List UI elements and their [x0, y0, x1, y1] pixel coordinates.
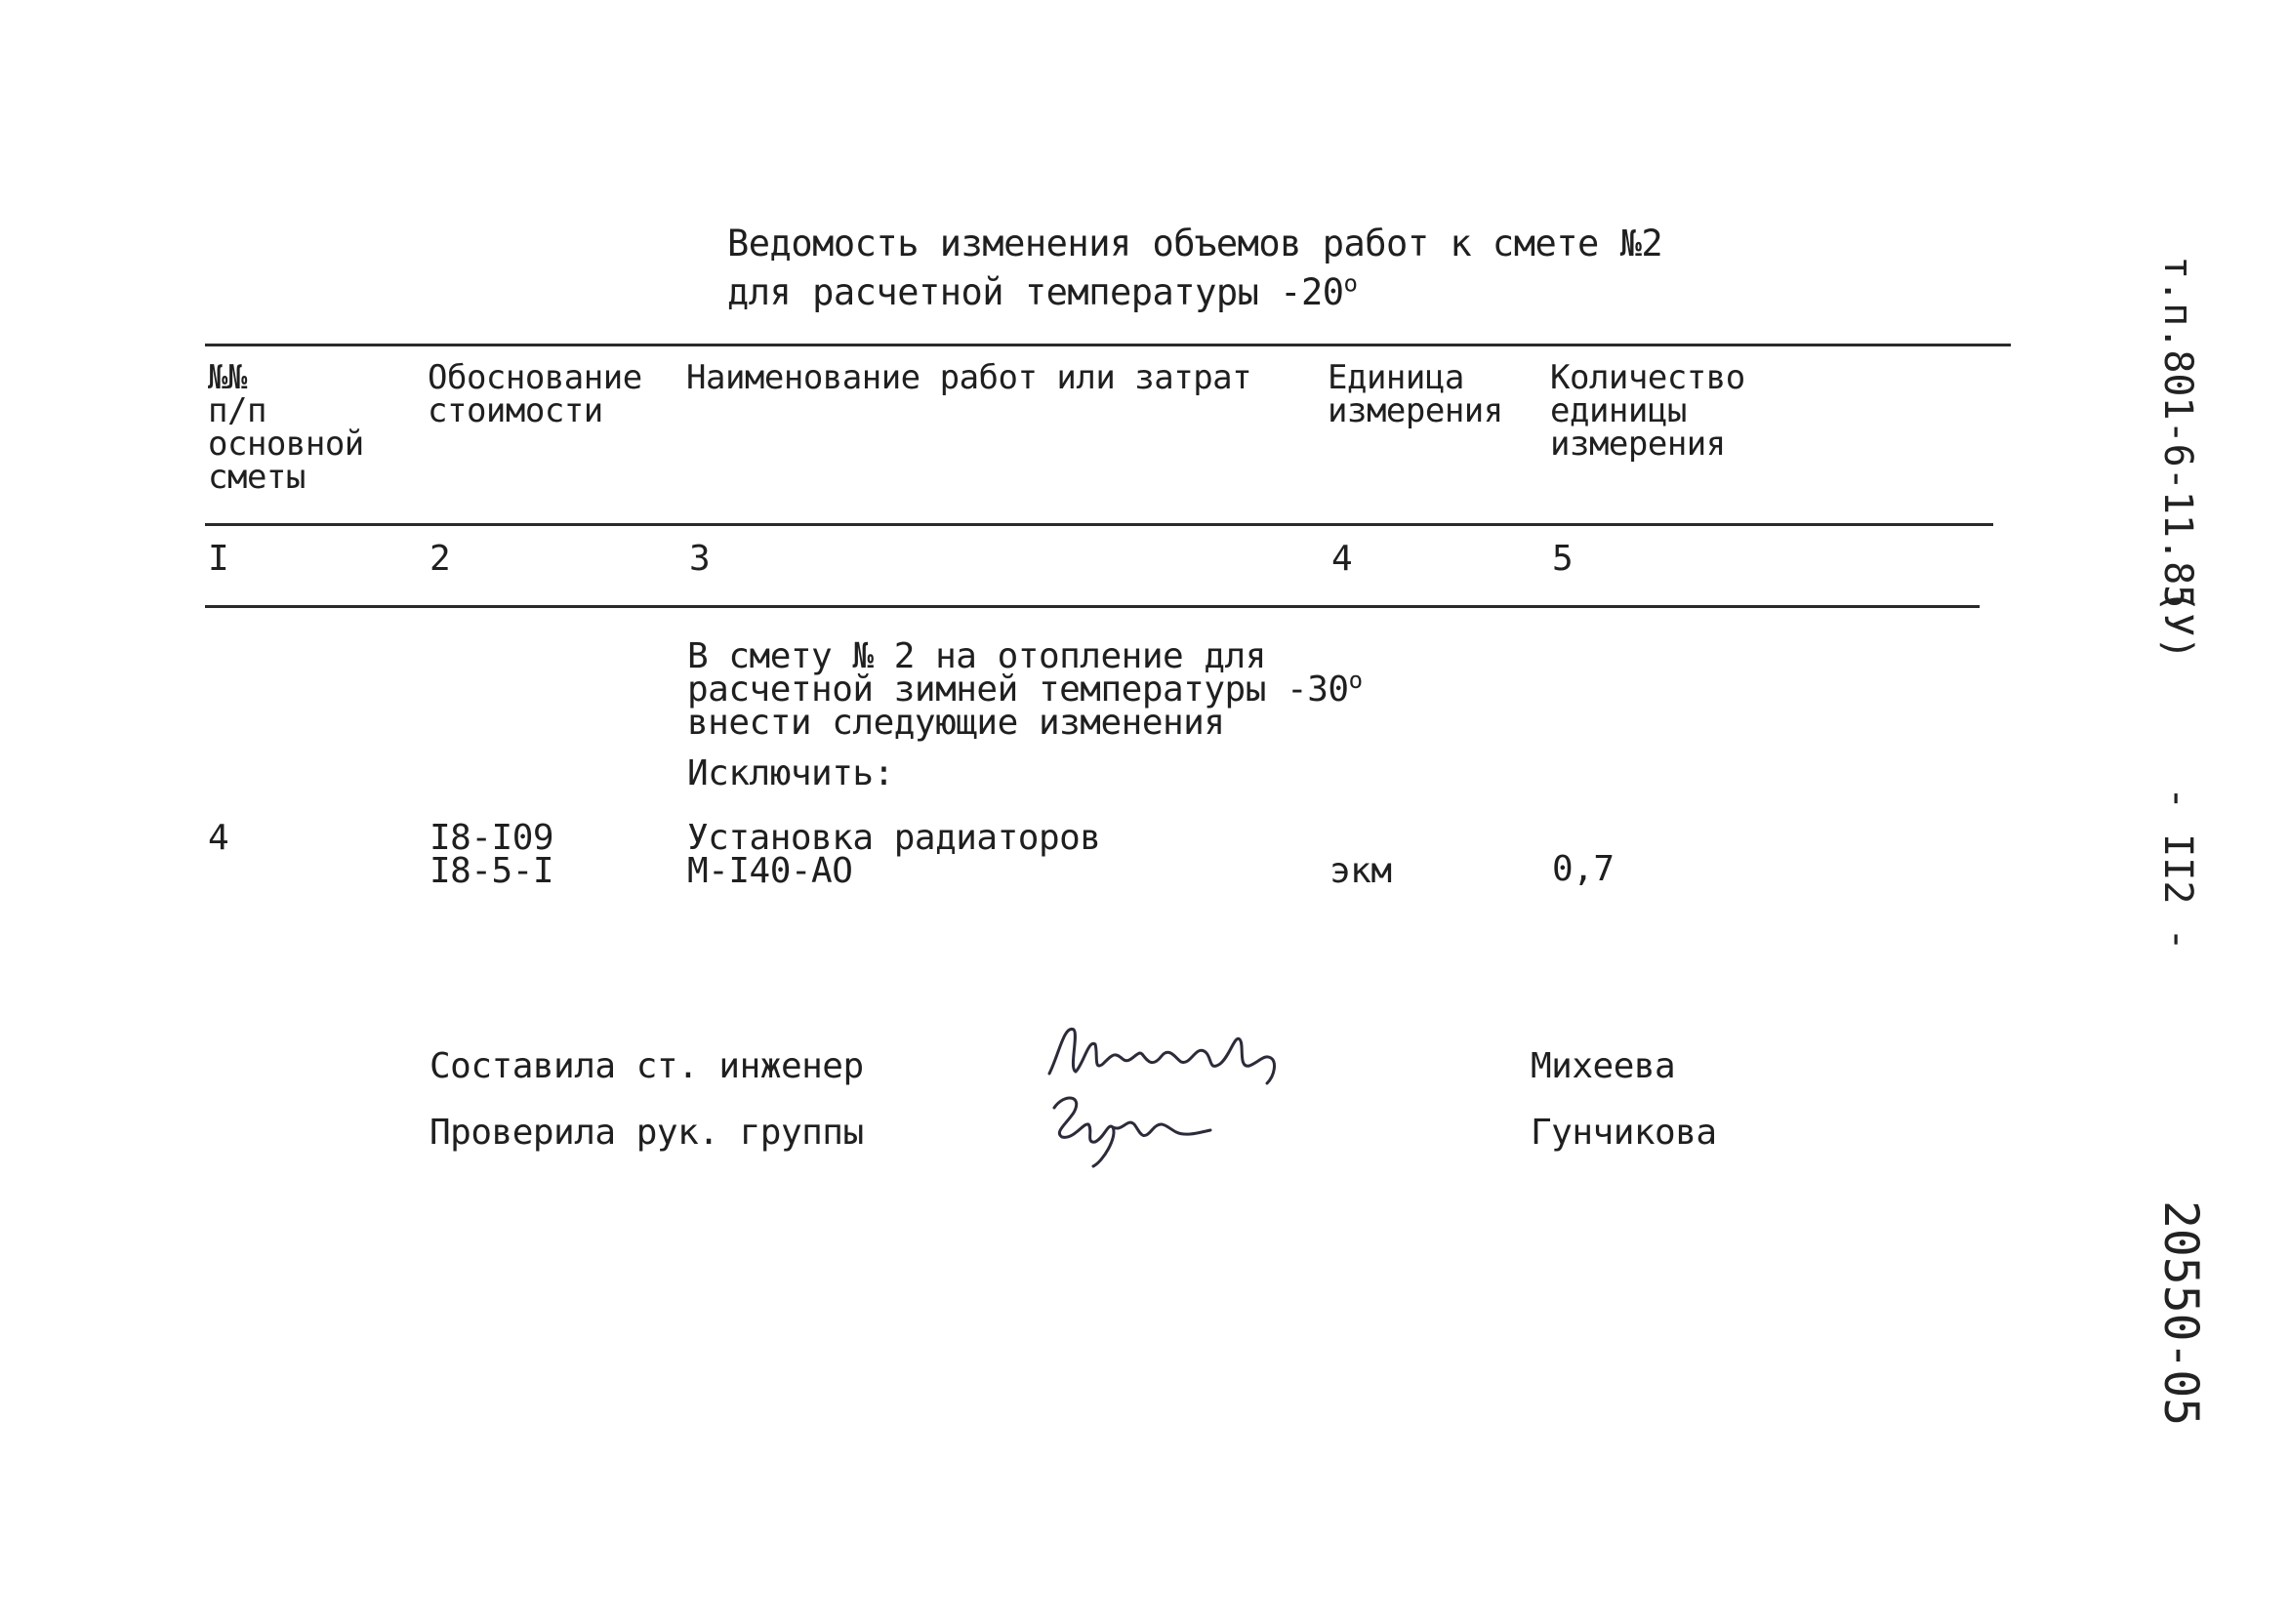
degree-sup: о: [1343, 269, 1358, 298]
column-number-1: I: [208, 539, 229, 579]
checked-name: Гунчикова: [1531, 1113, 1717, 1153]
document-title: Ведомость изменения объемов работ к смете №2: [727, 223, 1663, 264]
compiled-label: Составила ст. инженер: [429, 1046, 864, 1086]
signature-compiled: [1044, 1015, 1288, 1093]
subtitle-text: для расчетной температуры -20: [727, 271, 1344, 313]
row-basis: I8-I09 I8-5-I: [429, 818, 554, 891]
intro-line-3: внести следующие изменения: [687, 703, 1225, 743]
column-number-2: 2: [429, 539, 451, 579]
header-bottom-rule: [205, 523, 1993, 526]
margin-volume: (У): [2155, 589, 2200, 661]
numbers-bottom-rule: [205, 605, 1980, 608]
row-num: 4: [208, 818, 229, 858]
header-col-5: Количество единицы измерения: [1550, 358, 1745, 464]
margin-number: 20550-05: [2153, 1200, 2208, 1427]
table-top-rule: [205, 344, 2011, 346]
checked-label: Проверила рук. группы: [429, 1113, 864, 1153]
intro-line-1: В смету № 2 на отопление для: [687, 636, 1266, 676]
intro-line-2: расчетной зимней температуры $-30^о$: [687, 667, 1363, 710]
column-number-5: 5: [1552, 539, 1574, 579]
signature-checked: [1044, 1083, 1240, 1171]
intro-text: [687, 636, 1363, 743]
row-name: Установка радиаторов М-I40-АО: [687, 818, 1101, 891]
row-unit: экм: [1329, 851, 1392, 891]
row-qty: 0,7: [1552, 849, 1615, 889]
compiled-name: Михеева: [1531, 1046, 1676, 1086]
header-col-4: Единица измерения: [1328, 358, 1503, 430]
header-col-2: Обоснование стоимости: [428, 358, 642, 430]
column-number-3: 3: [689, 539, 711, 579]
header-col-1: №№ п/п основной сметы: [208, 358, 364, 497]
header-col-3: Наименование работ или затрат: [686, 358, 1252, 397]
margin-code: т.п.801-6-11.85: [2155, 256, 2200, 609]
degree-sup: о: [1348, 667, 1363, 694]
exclude-label: Исключить:: [687, 753, 894, 793]
margin-page: - II2 -: [2155, 787, 2200, 952]
document-subtitle: [727, 271, 1357, 313]
column-number-4: 4: [1331, 539, 1353, 579]
